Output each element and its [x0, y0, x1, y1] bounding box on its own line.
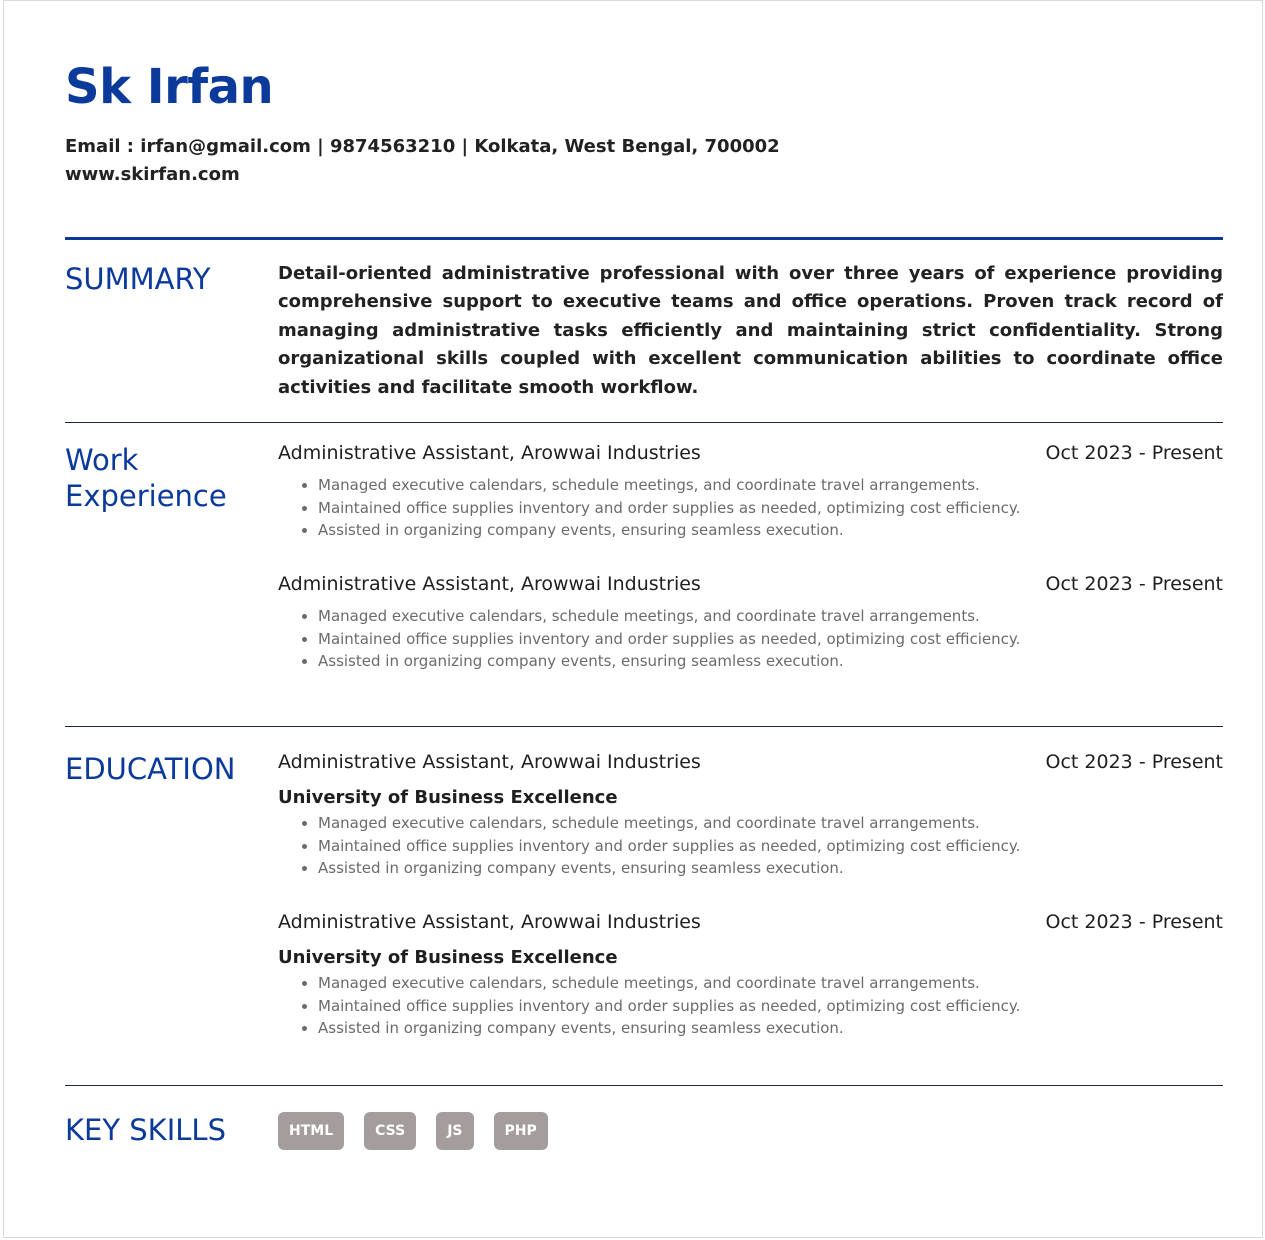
skill-badge-css: CSS: [364, 1112, 416, 1150]
education-entry: [278, 751, 1223, 880]
key-skills-heading: KEY SKILLS: [65, 1113, 226, 1147]
skills-list: [278, 1112, 548, 1150]
work-entry: [278, 442, 1223, 542]
education-entry-header: [278, 911, 1223, 939]
education-entry-date: Oct 2023 - Present: [1045, 751, 1223, 773]
work-entry-date: Oct 2023 - Present: [1045, 442, 1223, 464]
list-item: • Assisted in organizing company events, ensuring seamless execution.: [318, 650, 1223, 673]
education-entry-bullets: [278, 972, 1223, 1040]
education-entry-title: Administrative Assistant, Arowwai Industries: [278, 911, 701, 933]
list-item: • Maintained office supplies inventory and order supplies as needed, optimizing cost efficiency.: [318, 835, 1223, 858]
list-item: • Managed executive calendars, schedule meetings, and coordinate travel arrangements.: [318, 605, 1223, 628]
education-institution: University of Business Excellence: [278, 787, 618, 808]
work-divider: [65, 726, 1223, 727]
education-divider: [65, 1085, 1223, 1086]
education-entry-title: Administrative Assistant, Arowwai Industries: [278, 751, 701, 773]
work-entry-header: [278, 442, 1223, 470]
education-entry-header: [278, 751, 1223, 779]
education-entry: [278, 911, 1223, 1040]
resume-page: [3, 0, 1263, 1238]
header-divider: [65, 237, 1223, 240]
work-entry-title: Administrative Assistant, Arowwai Industries: [278, 442, 701, 464]
work-heading-line1: Work: [65, 443, 139, 477]
summary-heading: SUMMARY: [65, 262, 211, 296]
education-heading: EDUCATION: [65, 752, 236, 786]
list-item: • Maintained office supplies inventory and order supplies as needed, optimizing cost efficiency.: [318, 995, 1223, 1018]
skill-badge-php: PHP: [494, 1112, 548, 1150]
website-link[interactable]: www.skirfan.com: [65, 164, 240, 185]
education-entry-date: Oct 2023 - Present: [1045, 911, 1223, 933]
list-item: • Assisted in organizing company events, ensuring seamless execution.: [318, 857, 1223, 880]
summary-divider: [65, 422, 1223, 423]
work-entry-bullets: [278, 605, 1223, 673]
candidate-name: Sk Irfan: [65, 59, 274, 115]
work-entry-bullets: [278, 474, 1223, 542]
list-item: • Maintained office supplies inventory and order supplies as needed, optimizing cost efficiency.: [318, 497, 1223, 520]
contact-block: [65, 133, 780, 189]
list-item: • Assisted in organizing company events, ensuring seamless execution.: [318, 1017, 1223, 1040]
work-experience-heading: [65, 442, 265, 514]
contact-line: Email : irfan@gmail.com | 9874563210 | Kolkata, West Bengal, 700002: [65, 136, 780, 157]
summary-text: Detail-oriented administrative professional with over three years of experience providing comprehensive support to executive teams and office operations. Proven track record of managing administrative tasks efficiently and maintaining strict confidentiality. Strong organizational skills coupled with excellent communication abilities to coordinate office activities and facilitate smooth workflow.: [278, 263, 1223, 398]
work-entry-title: Administrative Assistant, Arowwai Industries: [278, 573, 701, 595]
list-item: • Managed executive calendars, schedule meetings, and coordinate travel arrangements.: [318, 474, 1223, 497]
work-entry-header: [278, 573, 1223, 601]
skill-badge-js: JS: [436, 1112, 473, 1150]
list-item: • Assisted in organizing company events, ensuring seamless execution.: [318, 519, 1223, 542]
list-item: • Maintained office supplies inventory and order supplies as needed, optimizing cost efficiency.: [318, 628, 1223, 651]
work-entry-date: Oct 2023 - Present: [1045, 573, 1223, 595]
list-item: • Managed executive calendars, schedule meetings, and coordinate travel arrangements.: [318, 812, 1223, 835]
list-item: • Managed executive calendars, schedule meetings, and coordinate travel arrangements.: [318, 972, 1223, 995]
education-entry-bullets: [278, 812, 1223, 880]
work-entry: [278, 573, 1223, 673]
education-institution: University of Business Excellence: [278, 947, 618, 968]
skill-badge-html: HTML: [278, 1112, 344, 1150]
work-heading-line2: Experience: [65, 479, 227, 513]
